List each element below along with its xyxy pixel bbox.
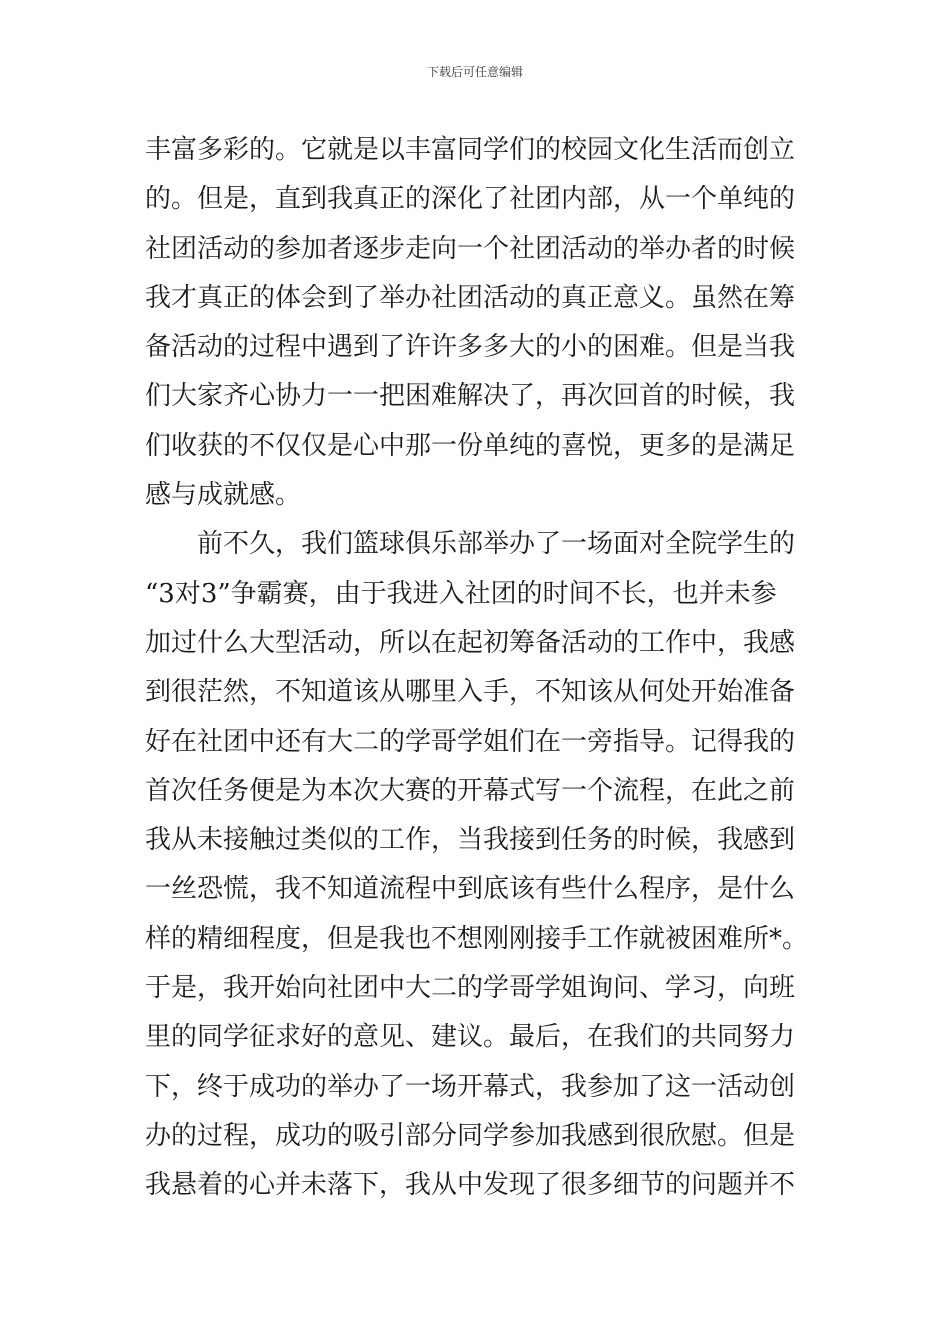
text-line: “3对3”争霸赛，由于我进入社团的时间不长，也并未参 bbox=[145, 578, 777, 609]
text-line: 办的过程，成功的吸引部分同学参加我感到很欣慰。但是 bbox=[145, 1120, 796, 1151]
text-line: 下，终于成功的举办了一场开幕式，我参加了这一活动创 bbox=[145, 1071, 796, 1102]
text-line: 备活动的过程中遇到了许许多多大的小的困难。但是当我 bbox=[145, 332, 796, 363]
text-line: 社团活动的参加者逐步走向一个社团活动的举办者的时候 bbox=[145, 233, 796, 264]
text-line: 一丝恐慌，我不知道流程中到底该有些什么程序，是什么 bbox=[145, 874, 796, 905]
text-line: 好在社团中还有大二的学哥学姐们在一旁指导。记得我的 bbox=[145, 726, 796, 757]
text-line: 加过什么大型活动，所以在起初筹备活动的工作中，我感 bbox=[145, 627, 796, 658]
text-line: 的。但是，直到我真正的深化了社团内部，从一个单纯的 bbox=[145, 184, 796, 215]
text-line: 我才真正的体会到了举办社团活动的真正意义。虽然在筹 bbox=[145, 282, 796, 313]
text-line: 首次任务便是为本次大赛的开幕式写一个流程，在此之前 bbox=[145, 775, 796, 806]
body-text bbox=[145, 126, 810, 1211]
text-line: 里的同学征求好的意见、建议。最后，在我们的共同努力 bbox=[145, 1022, 796, 1053]
text-line: 丰富多彩的。它就是以丰富同学们的校园文化生活而创立 bbox=[145, 135, 796, 165]
text-line: 我从未接触过类似的工作，当我接到任务的时候，我感到 bbox=[145, 825, 796, 856]
paragraph-first-line: 前不久，我们篮球俱乐部举办了一场面对全院学生的 bbox=[197, 529, 796, 560]
page-header: 下载后可任意编辑 bbox=[426, 65, 523, 79]
text-line: 于是，我开始向社团中大二的学哥学姐询问、学习，向班 bbox=[145, 973, 796, 1004]
text-line: 们大家齐心协力一一把困难解决了，再次回首的时候，我 bbox=[145, 381, 796, 412]
text-line: 样的精细程度，但是我也不想刚刚接手工作就被困难所*。 bbox=[145, 923, 809, 954]
text-line: 我悬着的心并未落下，我从中发现了很多细节的问题并不 bbox=[145, 1170, 796, 1201]
text-line: 到很茫然，不知道该从哪里入手，不知该从何处开始准备 bbox=[145, 677, 796, 708]
text-line: 感与成就感。 bbox=[145, 480, 302, 511]
text-line: 们收获的不仅仅是心中那一份单纯的喜悦，更多的是满足 bbox=[145, 430, 796, 461]
